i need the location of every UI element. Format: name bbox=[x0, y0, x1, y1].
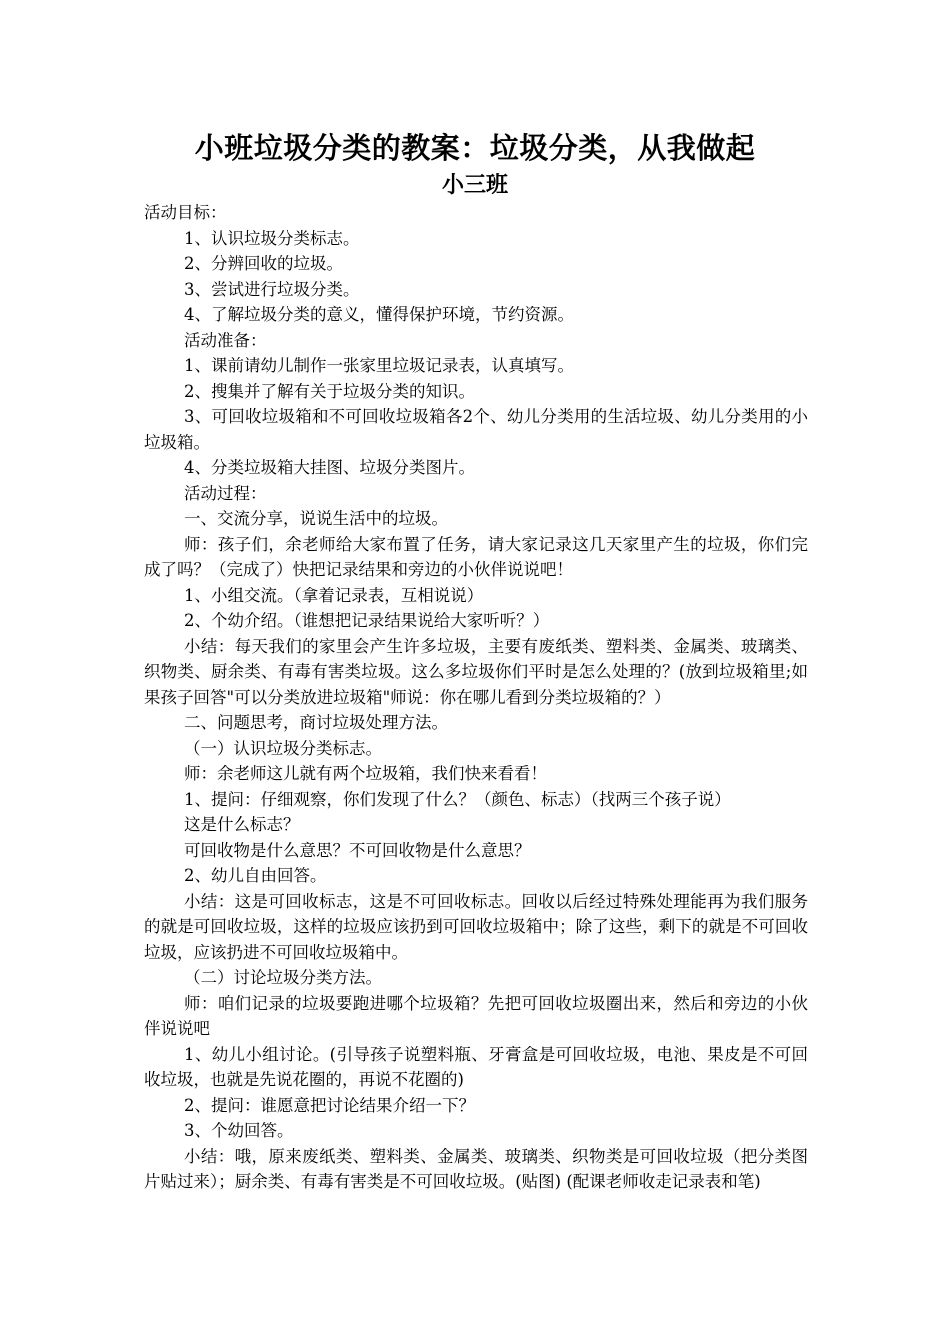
process-item: 2、幼儿自由回答。 bbox=[184, 866, 327, 885]
section-heading-preparation: 活动准备： bbox=[184, 330, 267, 350]
goal-item: 2、分辨回收的垃圾。 bbox=[184, 254, 343, 273]
teacher-dialogue: 师：余老师这儿就有两个垃圾箱，我们快来看看！ bbox=[184, 764, 547, 783]
teacher-dialogue: 师：咱们记录的垃圾要跑进哪个垃圾箱？先把可回收垃圾圈出来，然后和旁边的小伙伴说说吧 bbox=[144, 993, 808, 1038]
document-title: 小班垃圾分类的教案：垃圾分类，从我做起 bbox=[194, 131, 756, 165]
process-item: 2、个幼介绍。（谁想把记录结果说给大家听听？） bbox=[184, 611, 550, 630]
process-item: 3、个幼回答。 bbox=[184, 1121, 294, 1140]
process-step-heading: 一、交流分享，说说生活中的垃圾。 bbox=[184, 509, 448, 528]
class-name-subtitle: 小三班 bbox=[441, 172, 508, 198]
goal-item: 4、了解垃圾分类的意义，懂得保护环境，节约资源。 bbox=[184, 305, 574, 324]
preparation-item: 4、分类垃圾箱大挂图、垃圾分类图片。 bbox=[184, 458, 475, 477]
subsection-heading: （一）认识垃圾分类标志。 bbox=[184, 738, 382, 758]
summary-paragraph: 小结：每天我们的家里会产生许多垃圾，主要有废纸类、塑料类、金属类、玻璃类、织物类、厨余类、有毒有害类垃圾。这么多垃圾你们平时是怎么处理的？(放到垃圾箱里;如果孩子回答"可以分类放进垃圾箱"师说：你在哪儿看到分类垃圾箱的？） bbox=[144, 636, 808, 707]
summary-paragraph: 小结：哦，原来废纸类、塑料类、金属类、玻璃类、织物类是可回收垃圾（把分类图片贴过来）；厨余类、有毒有害类是不可回收垃圾。(贴图) (配课老师收走记录表和笔) bbox=[144, 1146, 808, 1191]
teacher-dialogue: 师：孩子们，余老师给大家布置了任务，请大家记录这几天家里产生的垃圾，你们完成了吗？（完成了）快把记录结果和旁边的小伙伴说说吧！ bbox=[144, 534, 808, 579]
process-step-heading: 二、问题思考，商讨垃圾处理方法。 bbox=[184, 713, 448, 732]
preparation-item: 3、可回收垃圾箱和不可回收垃圾箱各2个、幼儿分类用的生活垃圾、幼儿分类用的小垃圾箱。 bbox=[144, 407, 808, 452]
question-line: 这是什么标志？ bbox=[184, 815, 300, 834]
process-item: 1、幼儿小组讨论。(引导孩子说塑料瓶、牙膏盒是可回收垃圾，电池、果皮是不可回收垃圾，也就是先说花圈的，再说不花圈的) bbox=[144, 1044, 808, 1089]
goal-item: 3、尝试进行垃圾分类。 bbox=[184, 279, 360, 299]
section-heading-goals: 活动目标： bbox=[144, 203, 227, 222]
goal-item: 1、认识垃圾分类标志。 bbox=[184, 228, 360, 248]
process-item: 1、小组交流。（拿着记录表，互相说说） bbox=[184, 585, 484, 605]
process-item: 1、提问：仔细观察，你们发现了什么？（颜色、标志）（找两三个孩子说） bbox=[184, 789, 731, 809]
preparation-item: 1、课前请幼儿制作一张家里垃圾记录表，认真填写。 bbox=[184, 356, 574, 375]
preparation-item: 2、搜集并了解有关于垃圾分类的知识。 bbox=[184, 381, 475, 401]
summary-paragraph: 小结：这是可回收标志，这是不可回收标志。回收以后经过特殊处理能再为我们服务的就是可回收垃圾，这样的垃圾应该扔到可回收垃圾箱中；除了这些，剩下的就是不可回收垃圾，应该扔进不可回收垃圾箱中。 bbox=[144, 891, 808, 962]
question-line: 可回收物是什么意思？不可回收物是什么意思？ bbox=[184, 840, 531, 860]
document-body bbox=[144, 200, 808, 1195]
section-heading-process: 活动过程： bbox=[184, 483, 267, 503]
subsection-heading: （二）讨论垃圾分类方法。 bbox=[184, 968, 382, 987]
process-item: 2、提问：谁愿意把讨论结果介绍一下？ bbox=[184, 1095, 475, 1115]
